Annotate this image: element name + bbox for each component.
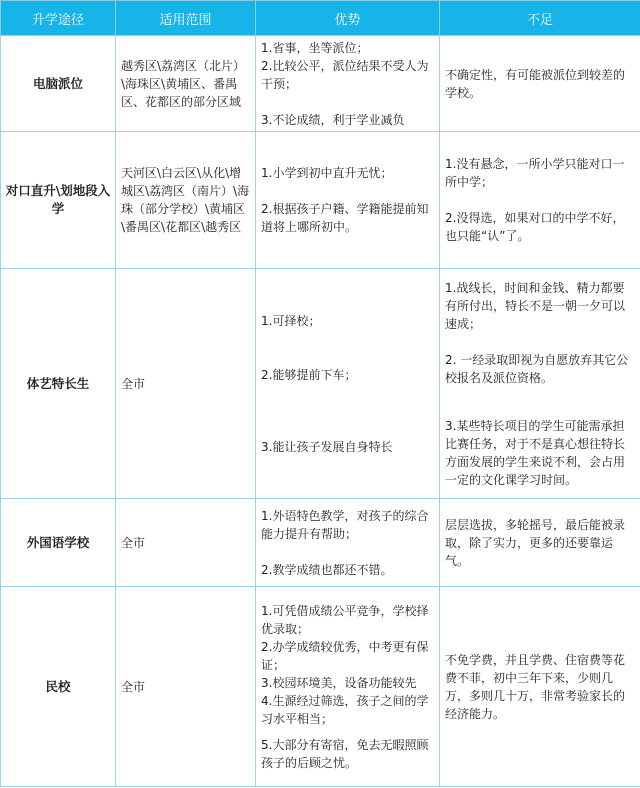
header-pros: 优势 (256, 1, 440, 36)
header-route: 升学途径 (1, 1, 116, 36)
pros-item: 2.能够提前下车； (261, 367, 357, 382)
cons-item: 不确定性，有可能被派位到较差的学校。 (445, 67, 626, 100)
pros-item: 4.生源经过筛选，孩子之间的学习水平相当； (261, 693, 429, 726)
cons-cell (440, 132, 640, 269)
cons-item: 1.没有悬念，一所小学只能对口一所中学； (445, 157, 625, 189)
pros-item: 3.不论成绩，利于学业减负 (261, 112, 405, 127)
pros-item: 2.办学成绩较优秀，中考更有保证； (261, 639, 429, 672)
pros-cell (256, 499, 440, 587)
scope-text: 天河区\白云区\从化\增城区\荔湾区（南片）\海珠（部分学校）\黄埔区\番禺区\花都区\越秀区 (121, 166, 250, 234)
scope-text: 越秀区\荔湾区（北片）\海珠区\黄埔区、番禺区、花都区的部分区域 (121, 58, 246, 109)
cons-cell (440, 587, 640, 787)
route-cell: 民校 (1, 587, 116, 787)
scope-text: 全市 (121, 376, 146, 391)
cons-item: 层层选拔，多轮摇号，最后能被录取，除了实力，更多的还要靠运气。 (445, 517, 626, 568)
cons-cell (440, 269, 640, 499)
pros-item: 3.校园环境美，设备功能较先 (261, 675, 417, 690)
cons-item: 1.战线长，时间和金钱、精力都要有所付出，特长不是一朝一夕可以速成； (445, 280, 626, 331)
pros-item: 5.大部分有寄宿，免去无暇照顾孩子的后顾之忧。 (261, 737, 429, 770)
pros-item: 1.省事，坐等派位； (261, 40, 369, 55)
header-row (1, 1, 640, 36)
pros-item: 2.比较公平，派位结果不受人为干预； (261, 58, 429, 91)
scope-text: 全市 (121, 679, 146, 694)
scope-cell (116, 499, 256, 587)
cons-item: 2. 一经录取即视为自愿放弃其它公校报名及派位资格。 (445, 352, 629, 385)
cons-item: 2.没得选，如果对口的中学不好，也只能“认”了。 (445, 211, 625, 243)
scope-cell (116, 587, 256, 787)
pros-cell (256, 587, 440, 787)
scope-cell (116, 132, 256, 269)
pros-cell (256, 36, 440, 132)
route-cell: 电脑派位 (1, 36, 116, 132)
table-row (1, 499, 640, 587)
pros-cell (256, 132, 440, 269)
table-row (1, 587, 640, 787)
pros-item: 2.根据孩子户籍、学籍能提前知道将上哪所初中。 (261, 202, 429, 234)
pros-cell (256, 269, 440, 499)
cons-cell (440, 36, 640, 132)
scope-cell (116, 269, 256, 499)
pros-item: 1.小学到初中直升无忧； (261, 166, 393, 180)
cons-cell (440, 499, 640, 587)
pros-item: 2.教学成绩也都还不错。 (261, 562, 393, 577)
header-scope: 适用范围 (116, 1, 256, 36)
cons-item: 3.某些特长项目的学生可能需承担比赛任务，对于不是真心想往特长方面发展的学生来说不利，会占用一定的文化课学习时间。 (445, 418, 626, 487)
route-cell: 外国语学校 (1, 499, 116, 587)
route-cell: 体艺特长生 (1, 269, 116, 499)
table-row (1, 132, 640, 269)
pros-item: 1.外语特色教学，对孩子的综合能力提升有帮助； (261, 508, 429, 541)
table-row (1, 269, 640, 499)
pros-item: 1.可择校； (261, 313, 321, 328)
route-cell: 对口直升\划地段入学 (1, 132, 116, 269)
pros-item: 1.可凭借成绩公平竞争，学校择优录取； (261, 603, 429, 636)
pros-item: 3.能让孩子发展自身特长 (261, 439, 393, 454)
cons-item: 不免学费，并且学费、住宿费等花费不菲，初中三年下来，少则几万，多则几十万，非常考验家长的经济能力。 (445, 652, 626, 721)
header-cons: 不足 (440, 1, 640, 36)
scope-text: 全市 (121, 535, 146, 550)
table-row (1, 36, 640, 132)
scope-cell (116, 36, 256, 132)
